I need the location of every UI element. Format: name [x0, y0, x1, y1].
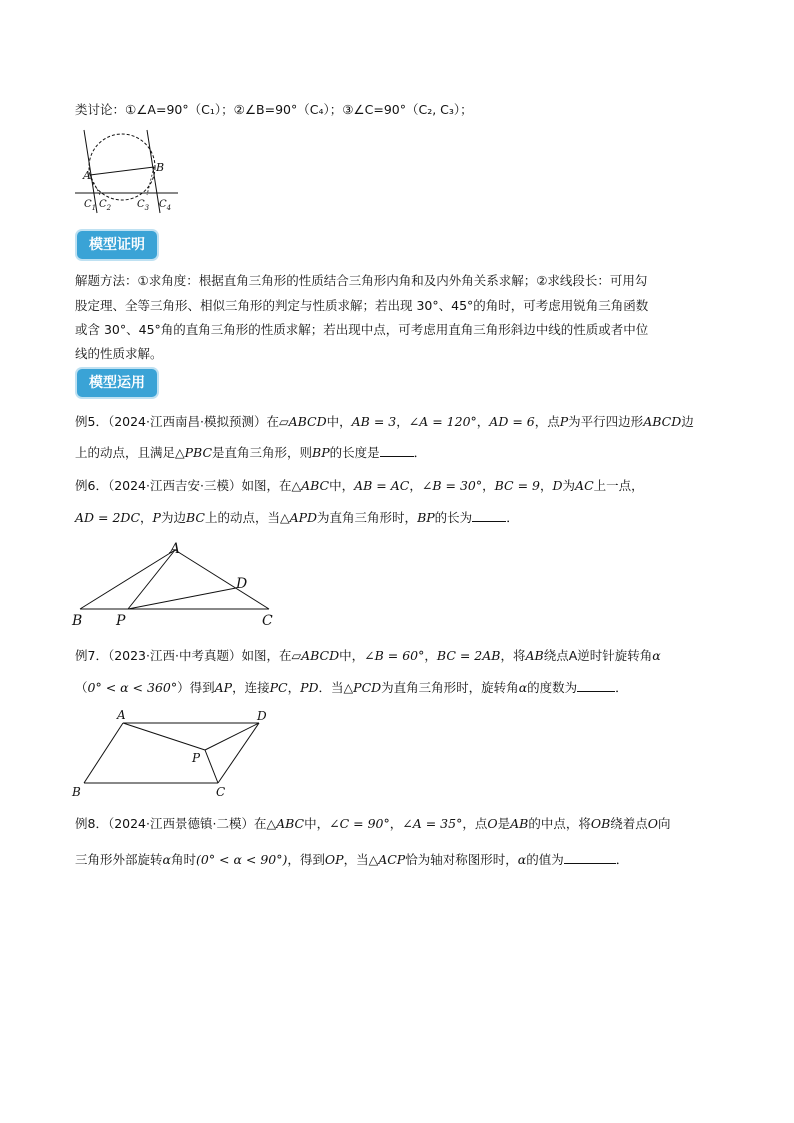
figure-circle-diagram: [70, 125, 180, 220]
label-c: C: [216, 785, 226, 799]
label-c3: $C_3$: [137, 199, 150, 212]
answer-blank[interactable]: [577, 679, 615, 692]
edge-ap: [123, 723, 205, 750]
label-d: D: [257, 709, 267, 723]
label-a: A: [170, 541, 181, 557]
edge-pd: [205, 723, 259, 750]
label-c1: $C_1$: [84, 199, 97, 212]
label-c2: $C_2$: [99, 199, 112, 212]
discussion-case3: ；③∠C=90°（C₂, C₃）；: [329, 102, 473, 117]
answer-blank[interactable]: [564, 851, 616, 864]
figure-triangle-abc: [70, 540, 290, 630]
edge-dc: [218, 723, 259, 783]
method-line-3: 或含 30°、45°角的直角三角形的性质求解；若出现中点，可考虑用直角三角形斜边中线的性质或者中位: [75, 322, 649, 337]
badge-model-apply: 模型运用: [77, 369, 157, 397]
label-p: P: [192, 751, 201, 765]
example-8-line-1: 例8．（2024·江西景德镇·二模）在△ABC中，∠C = 90°，∠A = 35°，点O是AB的中点，将OB绕着点O向: [75, 816, 671, 831]
figure-parallelogram-abcd: [70, 705, 280, 800]
method-line-1: 解题方法：①求角度：根据直角三角形的性质结合三角形内角和及内外角关系求解；②求线段长：可用勾: [75, 273, 648, 288]
label-c: C: [262, 613, 273, 629]
discussion-case2: ；②∠B=90°（C₄）: [221, 102, 330, 117]
answer-blank[interactable]: [472, 509, 506, 522]
example-6-line-1: 例6．（2024·江西吉安·三模）如图，在△ABC中，AB = AC，∠B = 30°，BC = 9，D为AC上一点，: [75, 478, 644, 493]
label-a: A: [117, 708, 126, 722]
example-6-line-2: AD = 2DC，P为边BC上的动点，当△APD为直角三角形时，BP的长为 ．: [75, 510, 519, 525]
edge-pc: [205, 750, 218, 783]
edge-ab: [84, 723, 123, 783]
example-7-line-2: （0° < α < 360°）得到AP，连接PC，PD．当△PCD为直角三角形时，旋转角α的度数为 ．: [75, 680, 628, 695]
label-p: P: [116, 613, 126, 629]
method-line-2: 股定理、全等三角形、相似三角形的判定与性质求解；若出现 30°、45°的角时，可考虑用锐角三角函数: [75, 298, 649, 313]
example-5-line-2: 上的动点，且满足△PBC是直角三角形，则BP的长度是 ．: [75, 445, 427, 460]
example-7-line-1: 例7．（2023·江西·中考真题）如图，在▱ABCD中，∠B = 60°，BC = 2AB，将AB绕点A逆时针旋转角α: [75, 648, 661, 663]
example-5-line-1: 例5．（2024·江西南昌·模拟预测）在▱ABCD中，AB = 3，∠A = 120°，AD = 6，点P为平行四边形ABCD边: [75, 414, 694, 429]
segment-ab: [90, 167, 154, 175]
circle-diameter-ab: [89, 134, 155, 200]
method-line-4: 线的性质求解。: [75, 346, 163, 361]
answer-blank[interactable]: [380, 444, 414, 457]
discussion-prefix: 类讨论：: [75, 102, 126, 117]
edge-ac: [175, 550, 269, 609]
label-b: B: [72, 613, 83, 629]
edge-ab: [80, 550, 175, 609]
label-c4: $C_4$: [159, 199, 172, 212]
label-b: B: [72, 785, 81, 799]
edge-ap: [128, 550, 175, 609]
discussion-line: [75, 101, 473, 119]
badge-model-proof: 模型证明: [77, 231, 157, 259]
label-a: A: [83, 169, 91, 182]
label-d: D: [236, 576, 248, 592]
example-8-line-2: 三角形外部旋转α角时(0° < α < 90°)，得到OP，当△ACP恰为轴对称图形时，α的值为 ．: [75, 852, 629, 867]
label-b: B: [156, 161, 165, 174]
segment-bc3: [147, 167, 154, 195]
discussion-case1: ①∠A=90°（C₁）: [125, 102, 222, 117]
edge-pd: [128, 588, 236, 609]
